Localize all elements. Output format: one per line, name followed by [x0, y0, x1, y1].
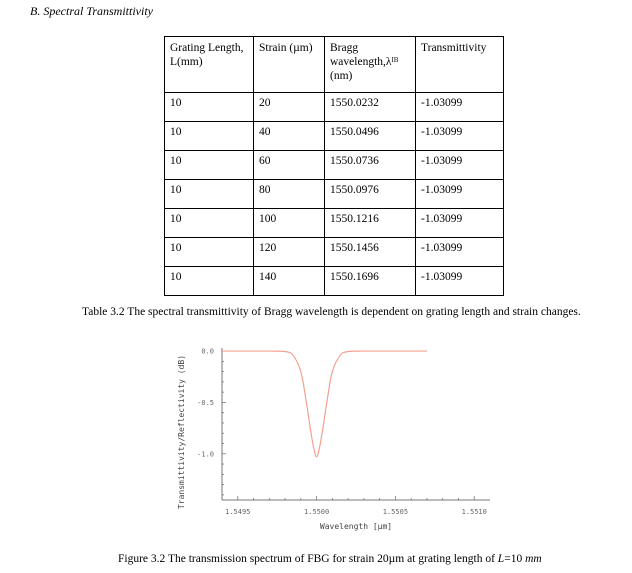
transmittivity-table	[164, 36, 504, 296]
cell-transmittivity: -1.03099	[416, 267, 504, 296]
x-tick-label: 1.5495	[225, 508, 251, 516]
cell-strain: 140	[254, 267, 325, 296]
cell-strain: 20	[254, 93, 325, 122]
header-strain: Strain (µm)	[254, 37, 325, 93]
x-tick-label: 1.5500	[303, 508, 330, 516]
figure-caption	[118, 553, 542, 565]
chart-axes	[222, 348, 490, 500]
header-transmittivity: Transmittivity	[416, 37, 504, 93]
x-axis-label: Wavelength [µm]	[319, 522, 393, 531]
table-row	[165, 180, 504, 209]
cell-grating-length: 10	[165, 93, 254, 122]
cell-grating-length: 10	[165, 209, 254, 238]
transmission-series-line	[222, 351, 427, 457]
header-bragg-wavelength: Bragg wavelength,λᴵᴮ (nm)	[325, 37, 416, 93]
table-caption: Table 3.2 The spectral transmittivity of Bragg wavelength is dependent on grating length and strain changes.	[82, 306, 581, 318]
cell-strain: 100	[254, 209, 325, 238]
x-tick-label: 1.5505	[382, 508, 409, 516]
y-tick-label: -0.5	[197, 398, 214, 407]
cell-strain: 120	[254, 238, 325, 267]
section-title: B. Spectral Transmittivity	[30, 4, 153, 18]
table-row	[165, 209, 504, 238]
transmission-spectrum-chart	[170, 340, 500, 535]
figure-caption-variable: L	[497, 553, 505, 565]
y-axis-label: Transmittivity/Reflectivity (dB)	[177, 354, 186, 510]
y-tick-label: 0.0	[201, 347, 214, 356]
cell-grating-length: 10	[165, 267, 254, 296]
cell-strain: 80	[254, 180, 325, 209]
x-tick-label: 1.5510	[461, 508, 487, 516]
cell-grating-length: 10	[165, 151, 254, 180]
y-tick-label: -1.0	[197, 450, 214, 459]
cell-bragg-wavelength: 1550.1456	[325, 238, 416, 267]
figure-caption-value: =10	[504, 553, 526, 565]
cell-bragg-wavelength: 1550.0232	[325, 93, 416, 122]
cell-grating-length: 10	[165, 122, 254, 151]
cell-transmittivity: -1.03099	[416, 209, 504, 238]
table-row	[165, 238, 504, 267]
cell-grating-length: 10	[165, 238, 254, 267]
cell-bragg-wavelength: 1550.1696	[325, 267, 416, 296]
table-row	[165, 122, 504, 151]
figure-caption-text: Figure 3.2 The transmission spectrum of FBG for strain 20µm at grating length of	[118, 553, 498, 565]
cell-bragg-wavelength: 1550.1216	[325, 209, 416, 238]
cell-transmittivity: -1.03099	[416, 93, 504, 122]
table-row	[165, 151, 504, 180]
figure-caption-unit: mm	[525, 553, 542, 565]
cell-strain: 40	[254, 122, 325, 151]
table-row	[165, 267, 504, 296]
cell-bragg-wavelength: 1550.0496	[325, 122, 416, 151]
chart-ticks	[197, 348, 487, 516]
table-header-row	[165, 37, 504, 93]
cell-grating-length: 10	[165, 180, 254, 209]
cell-bragg-wavelength: 1550.0736	[325, 151, 416, 180]
header-grating-length: Grating Length, L(mm)	[165, 37, 254, 93]
table-row	[165, 93, 504, 122]
cell-strain: 60	[254, 151, 325, 180]
cell-bragg-wavelength: 1550.0976	[325, 180, 416, 209]
cell-transmittivity: -1.03099	[416, 122, 504, 151]
cell-transmittivity: -1.03099	[416, 151, 504, 180]
cell-transmittivity: -1.03099	[416, 238, 504, 267]
cell-transmittivity: -1.03099	[416, 180, 504, 209]
